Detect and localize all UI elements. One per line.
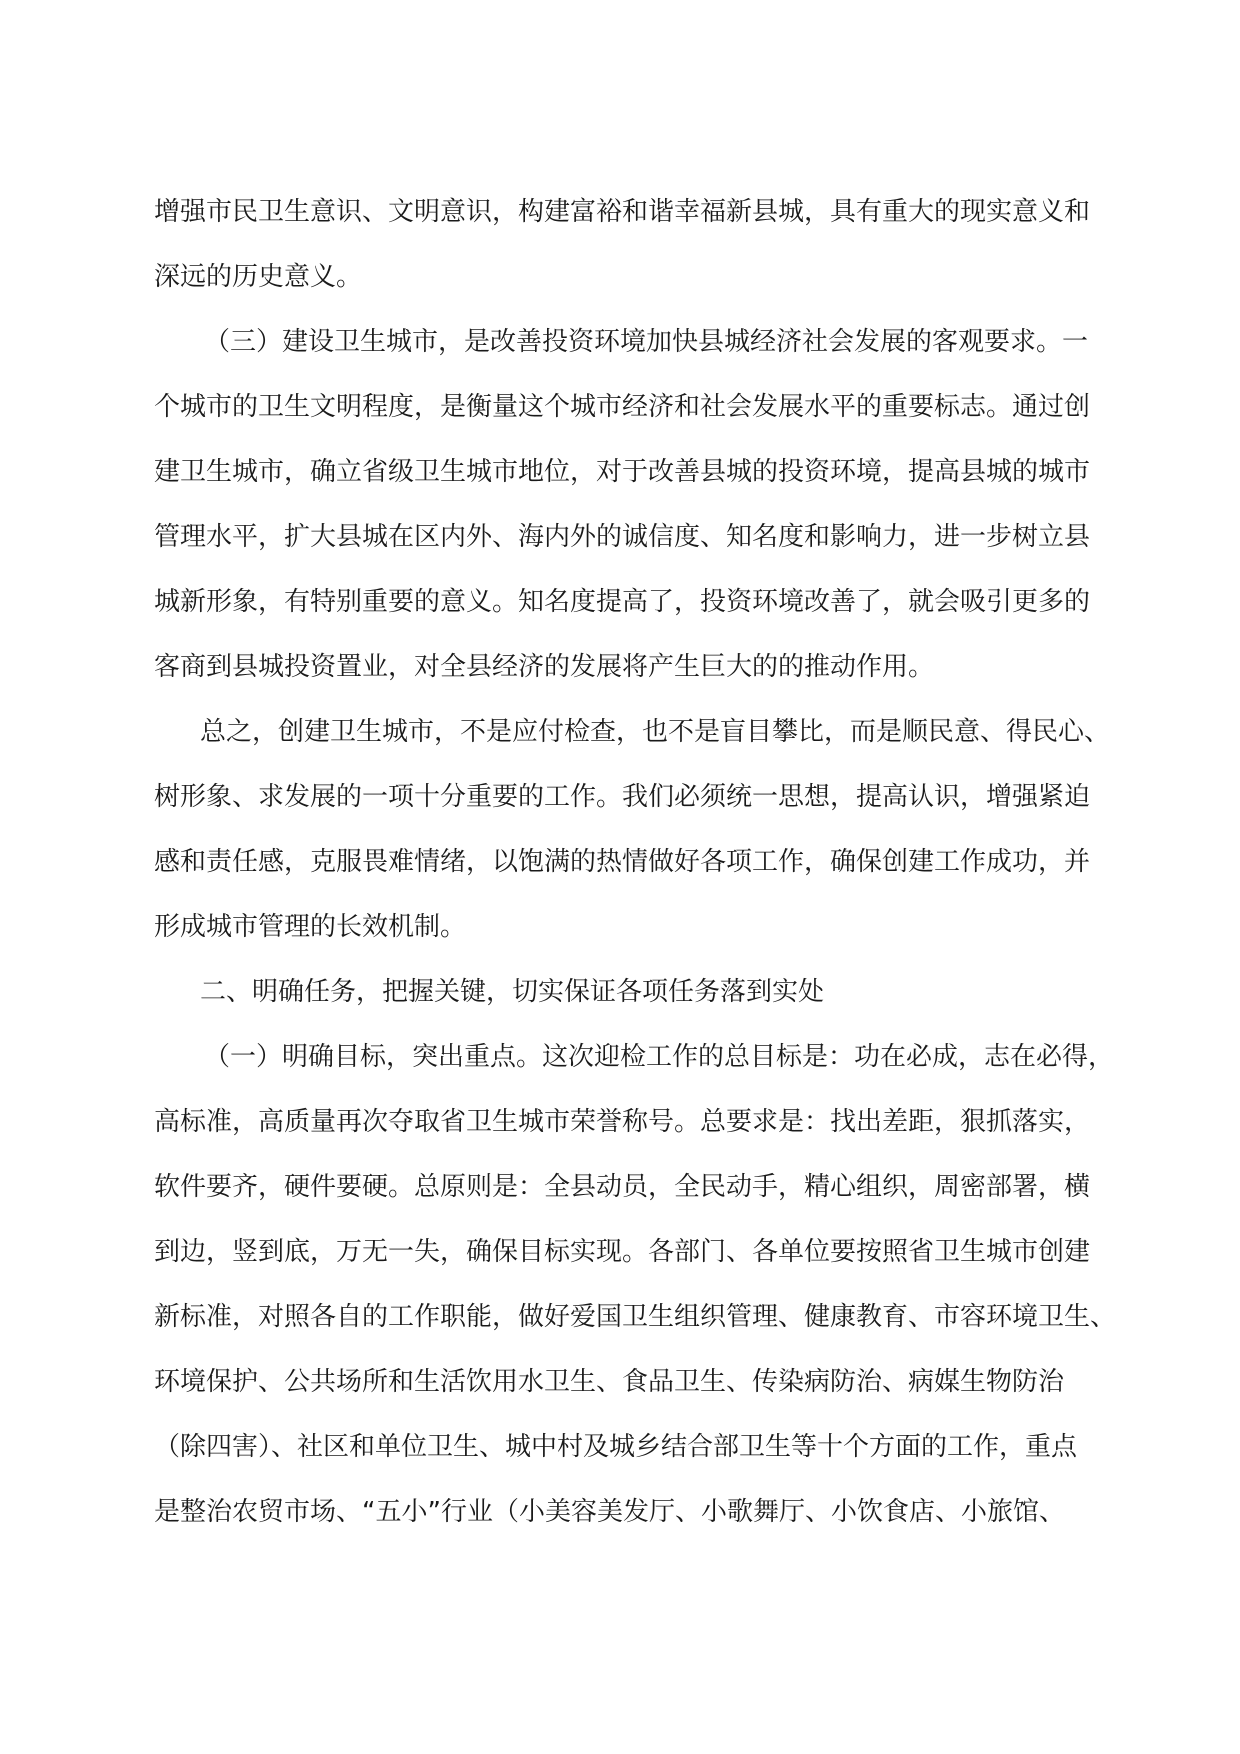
text-line: 软件要齐，硬件要硬。总原则是：全县动员，全民动手，精心组织，周密部署，横	[154, 1172, 1091, 1202]
text-line: 建卫生城市，确立省级卫生城市地位，对于改善县城的投资环境，提高县城的城市	[154, 457, 1091, 487]
text-line: 环境保护、公共场所和生活饮用水卫生、食品卫生、传染病防治、病媒生物防治	[154, 1367, 1065, 1397]
text-line: （除四害）、社区和单位卫生、城中村及城乡结合部卫生等十个方面的工作，重点	[154, 1432, 1078, 1462]
text-line: 管理水平，扩大县城在区内外、海内外的诚信度、知名度和影响力，进一步树立县	[154, 522, 1091, 552]
text-line: 增强市民卫生意识、文明意识，构建富裕和谐幸福新县城，具有重大的现实意义和	[154, 197, 1091, 227]
paragraph-start-line: （三）建设卫生城市，是改善投资环境加快县城经济社会发展的客观要求。一	[204, 327, 1089, 357]
text-line: 是整治农贸市场、“五小”行业（小美容美发厅、小歌舞厅、小饮食店、小旅馆、	[154, 1497, 1065, 1527]
text-line: 到边，竖到底，万无一失，确保目标实现。各部门、各单位要按照省卫生城市创建	[154, 1237, 1091, 1267]
section-heading: 二、明确任务，把握关键，切实保证各项任务落到实处	[200, 977, 825, 1007]
text-line: 新标准，对照各自的工作职能，做好爱国卫生组织管理、健康教育、市容环境卫生、	[154, 1302, 1117, 1332]
text-line: 形成城市管理的长效机制。	[154, 912, 467, 942]
document-body	[154, 186, 1117, 1551]
text-line: 高标准，高质量再次夺取省卫生城市荣誉称号。总要求是：找出差距，狠抓落实，	[154, 1107, 1091, 1137]
text-line: 感和责任感，克服畏难情绪，以饱满的热情做好各项工作，确保创建工作成功，并	[154, 847, 1091, 877]
text-line: 个城市的卫生文明程度，是衡量这个城市经济和社会发展水平的重要标志。通过创	[154, 392, 1091, 422]
paragraph-start-line: （一）明确目标，突出重点。这次迎检工作的总目标是：功在必成，志在必得，	[204, 1042, 1115, 1072]
text-line: 深远的历史意义。	[154, 262, 363, 292]
text-line: 客商到县城投资置业，对全县经济的发展将产生巨大的的推动作用。	[154, 652, 935, 682]
text-line: 树形象、求发展的一项十分重要的工作。我们必须统一思想，提高认识，增强紧迫	[154, 782, 1091, 812]
paragraph-start-line: 总之，创建卫生城市，不是应付检查，也不是盲目攀比，而是顺民意、得民心、	[200, 717, 1111, 747]
text-line: 城新形象，有特别重要的意义。知名度提高了，投资环境改善了，就会吸引更多的	[154, 587, 1091, 617]
